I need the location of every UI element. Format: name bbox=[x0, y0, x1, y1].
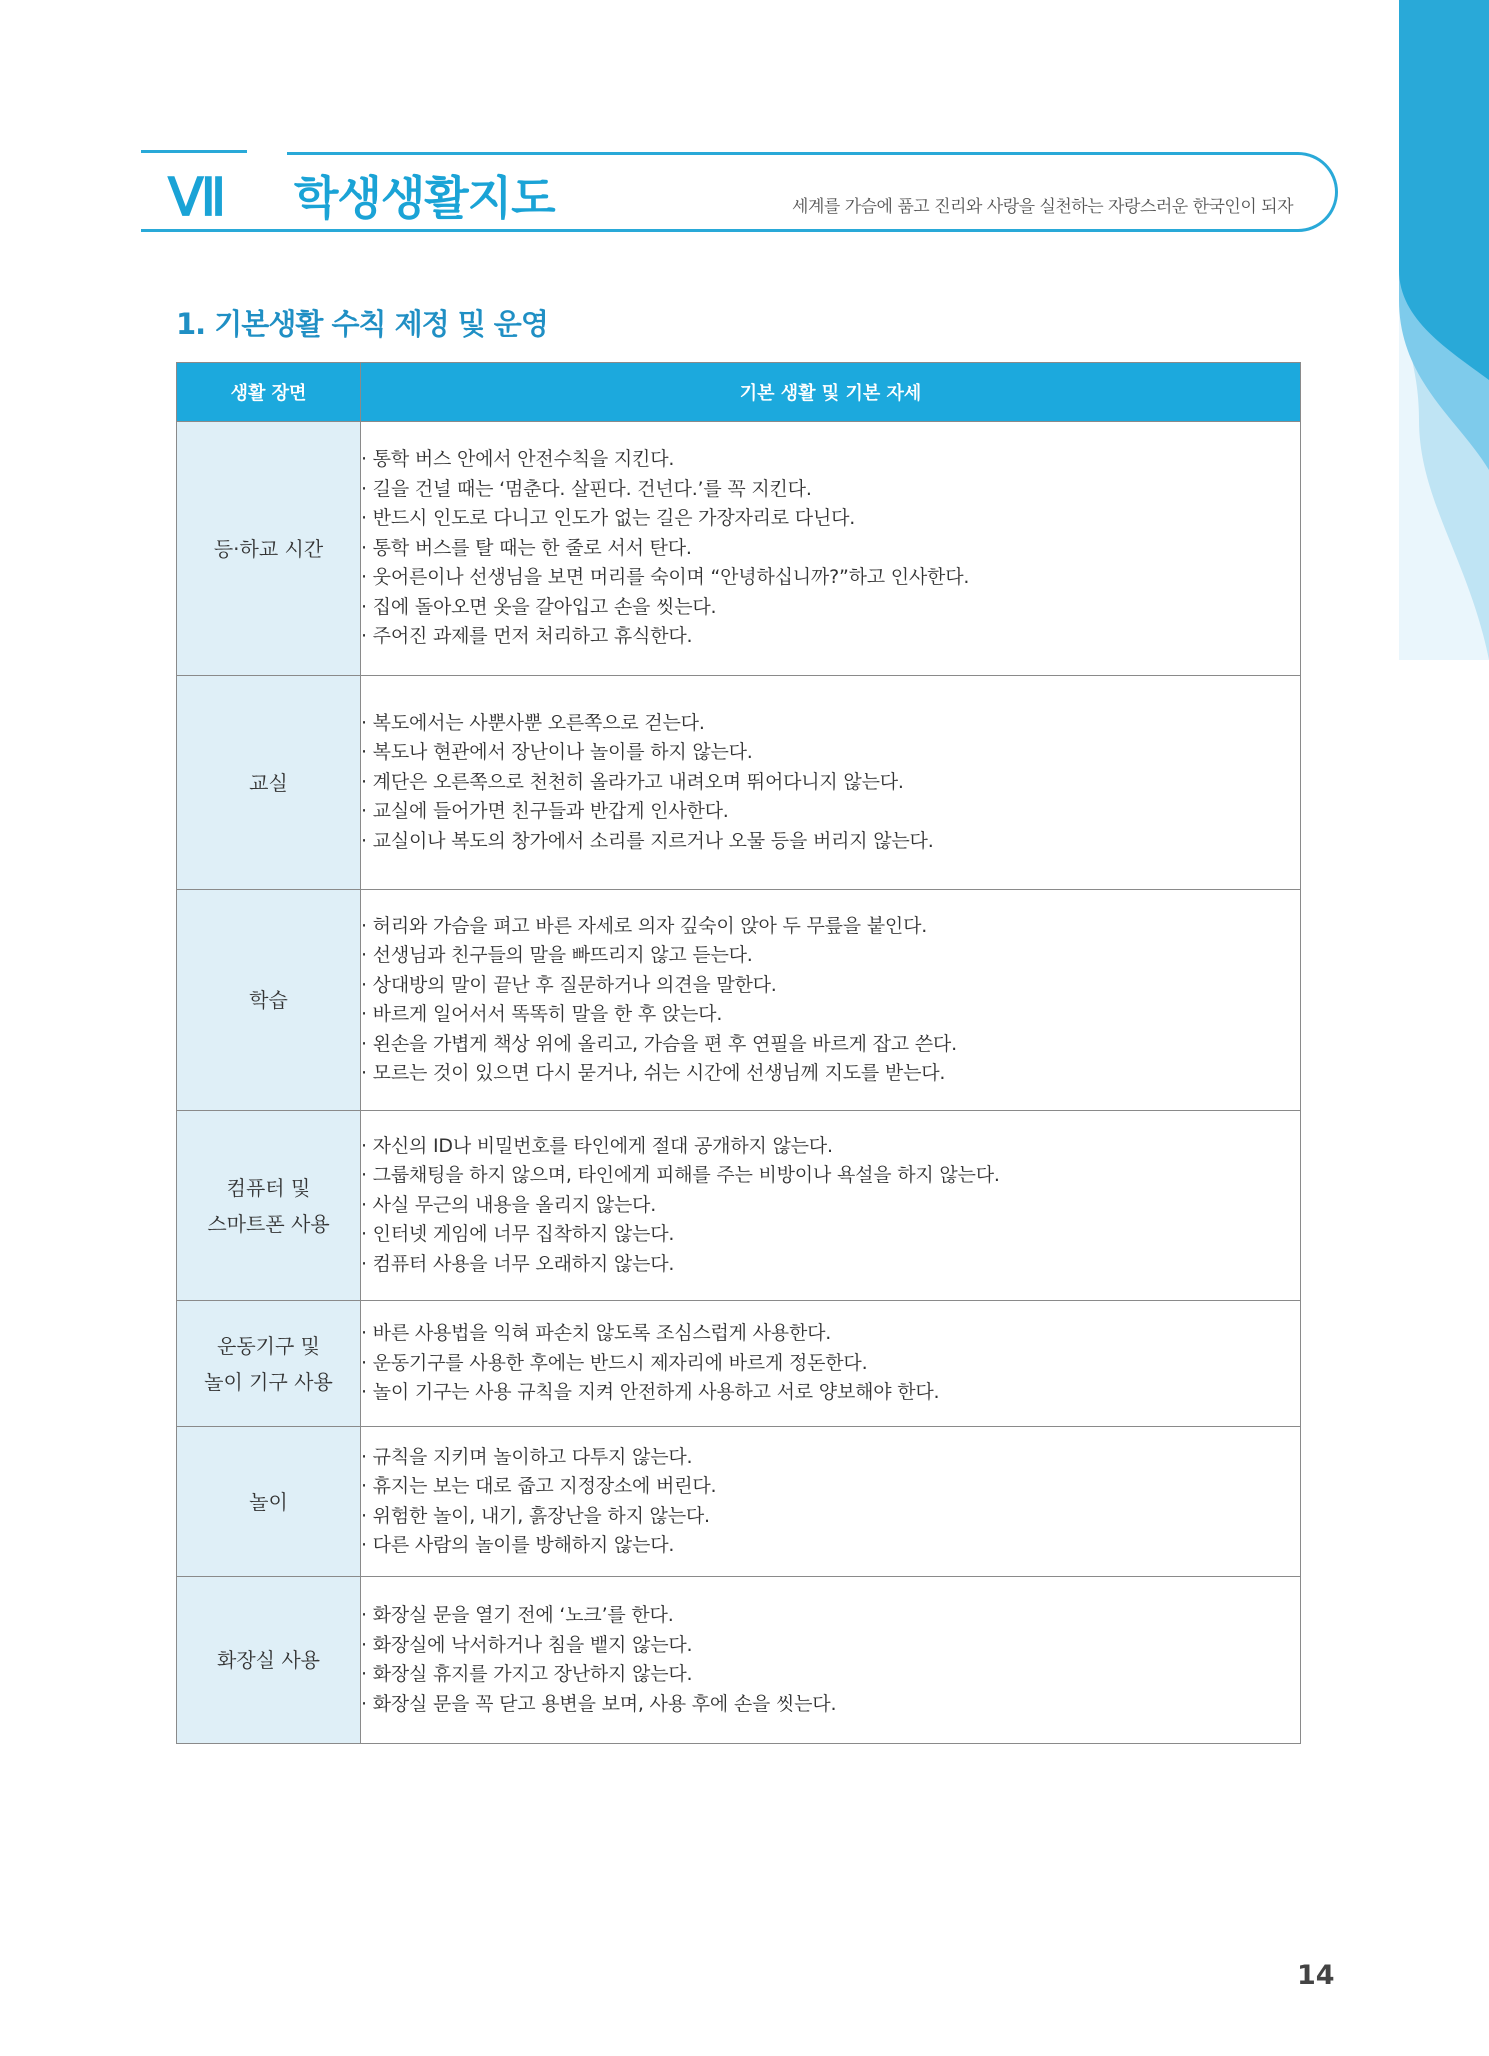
scene-label: 놀이 기구 사용 bbox=[204, 1369, 333, 1394]
page-number: 14 bbox=[1297, 1960, 1335, 1991]
table-row bbox=[177, 890, 1301, 1111]
rules-cell bbox=[361, 1577, 1301, 1744]
rule-item: · 운동기구를 사용한 후에는 반드시 제자리에 바르게 정돈한다. bbox=[361, 1351, 868, 1374]
rule-item: · 교실이나 복도의 창가에서 소리를 지르거나 오물 등을 버리지 않는다. bbox=[361, 829, 934, 852]
rule-item: · 모르는 것이 있으면 다시 묻거나, 쉬는 시간에 선생님께 지도를 받는다. bbox=[361, 1062, 946, 1084]
rule-item: · 다른 사람의 놀이를 방해하지 않는다. bbox=[361, 1534, 675, 1556]
scene-cell bbox=[177, 1111, 361, 1301]
chapter-motto: 세계를 가슴에 품고 진리와 사랑을 실천하는 자랑스러운 한국인이 되자 bbox=[792, 197, 1293, 217]
chapter-title: 학생생활지도 bbox=[294, 171, 555, 225]
scene-cell bbox=[177, 676, 361, 890]
table-row bbox=[177, 1111, 1301, 1301]
scene-label: 운동기구 및 bbox=[217, 1333, 320, 1358]
rule-item: · 바르게 일어서서 똑똑히 말을 한 후 앉는다. bbox=[361, 1003, 723, 1025]
rules-cell bbox=[361, 1111, 1301, 1301]
rule-item: · 화장실 문을 열기 전에 ‘노크’를 한다. bbox=[361, 1604, 674, 1626]
rule-item: · 계단은 오른쪽으로 천천히 올라가고 내려오며 뛰어다니지 않는다. bbox=[361, 770, 904, 793]
side-wave-decoration bbox=[1399, 0, 1489, 660]
rules-cell bbox=[361, 1301, 1301, 1427]
rule-item: · 화장실 문을 꼭 닫고 용변을 보며, 사용 후에 손을 씻는다. bbox=[361, 1692, 837, 1715]
rule-item: · 규칙을 지키며 놀이하고 다투지 않는다. bbox=[361, 1445, 693, 1468]
column-header-scene: 생활 장면 bbox=[177, 363, 361, 422]
rules-cell bbox=[361, 676, 1301, 890]
column-header-rules: 기본 생활 및 기본 자세 bbox=[361, 363, 1301, 422]
scene-cell bbox=[177, 890, 361, 1111]
rule-item: · 통학 버스를 탈 때는 한 줄로 서서 탄다. bbox=[361, 536, 692, 559]
scene-label: 화장실 사용 bbox=[217, 1648, 320, 1672]
scene-cell bbox=[177, 1301, 361, 1427]
rule-item: · 교실에 들어가면 친구들과 반갑게 인사한다. bbox=[361, 800, 729, 823]
rule-item: · 화장실에 낙서하거나 침을 뱉지 않는다. bbox=[361, 1633, 693, 1656]
rules-cell bbox=[361, 422, 1301, 676]
rule-item: · 웃어른이나 선생님을 보면 머리를 숙이며 “안녕하십니까?”하고 인사한다. bbox=[361, 566, 970, 589]
rule-item: · 복도나 현관에서 장난이나 놀이를 하지 않는다. bbox=[361, 741, 753, 764]
rule-item: · 자신의 ID나 비밀번호를 타인에게 절대 공개하지 않는다. bbox=[361, 1134, 833, 1157]
table-row bbox=[177, 1577, 1301, 1744]
rule-item: · 복도에서는 사뿐사뿐 오른쪽으로 걷는다. bbox=[361, 711, 705, 734]
rule-item: · 반드시 인도로 다니고 인도가 없는 길은 가장자리로 다닌다. bbox=[361, 507, 856, 530]
rule-item: · 그룹채팅을 하지 않으며, 타인에게 피해를 주는 비방이나 욕설을 하지 않는다. bbox=[361, 1164, 1000, 1187]
rule-item: · 상대방의 말이 끝난 후 질문하거나 의견을 말한다. bbox=[361, 973, 777, 996]
rule-item: · 왼손을 가볍게 책상 위에 올리고, 가슴을 편 후 연필을 바르게 잡고 쓴다. bbox=[361, 1032, 957, 1055]
scene-cell bbox=[177, 1577, 361, 1744]
scene-label: 컴퓨터 및 bbox=[226, 1175, 311, 1200]
rules-table bbox=[176, 362, 1301, 1744]
scene-cell bbox=[177, 422, 361, 676]
table-row bbox=[177, 422, 1301, 676]
table-row bbox=[177, 676, 1301, 890]
scene-label: 놀이 bbox=[249, 1489, 288, 1514]
chapter-number: Ⅶ bbox=[168, 169, 225, 227]
rule-item: · 사실 무근의 내용을 올리지 않는다. bbox=[361, 1193, 657, 1216]
table-row bbox=[177, 1427, 1301, 1577]
scene-label: 등·하교 시간 bbox=[213, 536, 324, 561]
chapter-top-rule bbox=[141, 150, 247, 153]
table-header-row bbox=[177, 363, 1301, 422]
rule-item: · 선생님과 친구들의 말을 빠뜨리지 않고 듣는다. bbox=[361, 944, 753, 966]
rule-item: · 위험한 놀이, 내기, 흙장난을 하지 않는다. bbox=[361, 1504, 710, 1527]
table-row bbox=[177, 1301, 1301, 1427]
rule-item: · 화장실 휴지를 가지고 장난하지 않는다. bbox=[361, 1663, 693, 1685]
rules-cell bbox=[361, 1427, 1301, 1577]
scene-label: 스마트폰 사용 bbox=[207, 1211, 330, 1236]
rule-item: · 주어진 과제를 먼저 처리하고 휴식한다. bbox=[361, 625, 693, 648]
chapter-bottom-rule bbox=[141, 229, 291, 232]
rule-item: · 집에 돌아오면 옷을 갈아입고 손을 씻는다. bbox=[361, 595, 717, 618]
rule-item: · 허리와 가슴을 펴고 바른 자세로 의자 깊숙이 앉아 두 무릎을 붙인다. bbox=[361, 914, 928, 937]
scene-cell bbox=[177, 1427, 361, 1577]
rule-item: · 인터넷 게임에 너무 집착하지 않는다. bbox=[361, 1223, 675, 1246]
scene-label: 학습 bbox=[249, 988, 288, 1012]
rule-item: · 바른 사용법을 익혀 파손치 않도록 조심스럽게 사용한다. bbox=[361, 1322, 832, 1345]
rule-item: · 컴퓨터 사용을 너무 오래하지 않는다. bbox=[361, 1252, 675, 1275]
rules-cell bbox=[361, 890, 1301, 1111]
section-title: 1. 기본생활 수칙 제정 및 운영 bbox=[176, 307, 548, 341]
rule-item: · 길을 건널 때는 ‘멈춘다. 살핀다. 건넌다.’를 꼭 지킨다. bbox=[361, 477, 812, 500]
scene-label: 교실 bbox=[249, 770, 288, 795]
rule-item: · 놀이 기구는 사용 규칙을 지켜 안전하게 사용하고 서로 양보해야 한다. bbox=[361, 1381, 940, 1404]
rule-item: · 휴지는 보는 대로 줍고 지정장소에 버린다. bbox=[361, 1475, 717, 1497]
rule-item: · 통학 버스 안에서 안전수칙을 지킨다. bbox=[361, 448, 675, 471]
